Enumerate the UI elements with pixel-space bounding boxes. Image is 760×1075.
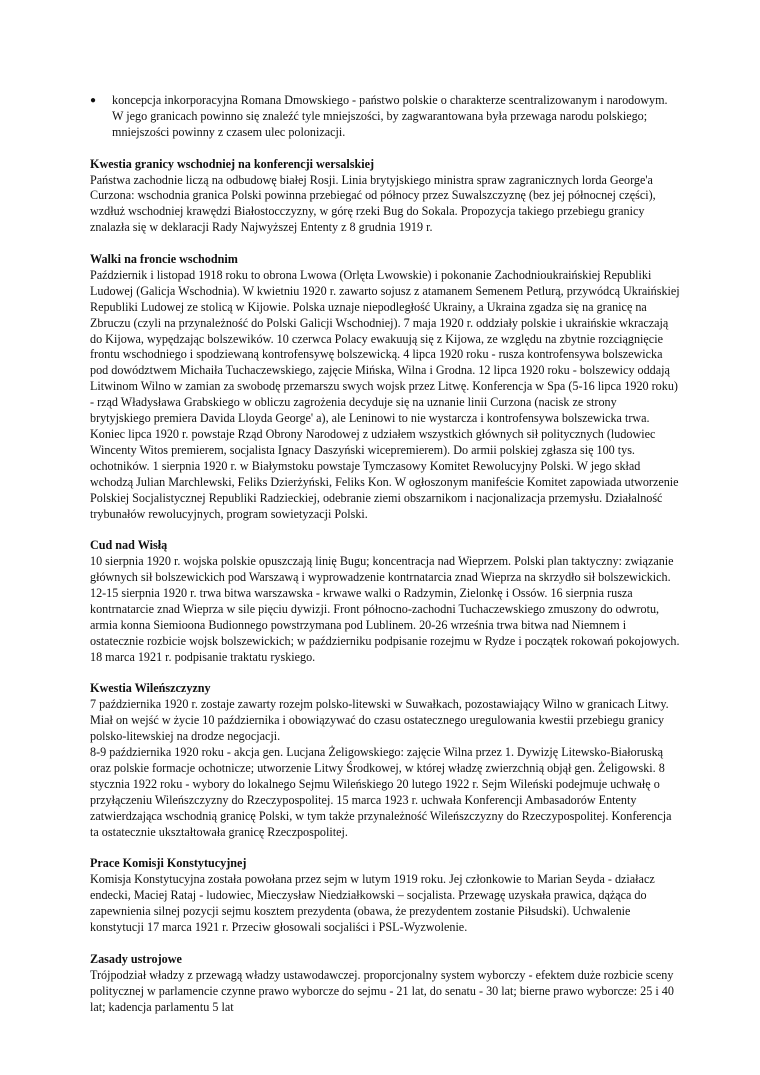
intro-bullet-text: koncepcja inkorporacyjna Romana Dmowskiego - państwo polskie o charakterze scentralizowanym i narodowym. W jego granicach powinno się znaleźć tyle mniejszości, by zagwarantowana była przewaga narodu polskiego; mniejszości powinny z czasem ulec polonizacji. <box>112 93 668 139</box>
section-title: Zasady ustrojowe <box>90 951 182 966</box>
section-body: 7 października 1920 r. zostaje zawarty rozejm polsko-litewski w Suwałkach, pozostawiający Wilno w granicach Litwy. Miał on wejść w życie 10 października i obowiązywać do czasu ostatecznego uregulowania kwestii przebiegu granicy polsko-litewskiej na drodze negocjacji. 8-9 października 1920 roku - akcja gen. Lucjana Żeligowskiego: zajęcie Wilna przez 1. Dywizję Litewsko-Białoruską oraz polskie formacje ochotnicze; utworzenie Litwy Środkowej, w której władzę zwierzchnią objął gen. Żeligowski. 8 stycznia 1922 roku - wybory do lokalnego Sejmu Wileńskiego 20 lutego 1922 r. Sejm Wileński podejmuje uchwałę o przyłączeniu Wileńszczyzny do Rzeczypospolitej. 15 marca 1923 r. uchwała Konferencji Ambasadorów Ententy zatwierdzająca wschodnią granicę Polski, w tym także przynależność Wileńszczyzny do Rzeczypospolitej. Konferencja ta ostatecznie ukształtowała granicę Rzeczpospolitej. <box>90 697 672 839</box>
intro-bullet-item <box>90 93 680 141</box>
section-eastern-border <box>90 157 680 237</box>
section-vilnius-question <box>90 681 680 840</box>
bullet-icon: ● <box>90 95 97 106</box>
section-system-principles <box>90 952 680 1016</box>
section-body: 10 sierpnia 1920 r. wojska polskie opuszczają linię Bugu; koncentracja nad Wieprzem. Polski plan taktyczny: związanie głównych sił bolszewickich pod Warszawą i wyprowadzenie kontrnatarcia znad Wieprza na skrzydło sił bolszewickich. 12-15 sierpnia 1920 r. trwa bitwa warszawska - krwawe walki o Radzymin, Zielonkę i Ossów. 16 sierpnia rusza kontrnatarcie znad Wieprza w sile pięciu dywizji. Front północno-zachodni Tuchaczewskiego zmuszony do odwrotu, armia konna Siemioona Budionnego powstrzymana pod Lublinem. 20-26 września trwa bitwa nad Niemnem i ostatecznie rozbicie wojsk bolszewickich; w październiku podpisanie rozejmu w Rydze i początek rokowań pokojowych. 18 marca 1921 r. podpisanie traktatu ryskiego. <box>90 554 680 664</box>
section-title: Kwestia granicy wschodniej na konferencji wersalskiej <box>90 156 375 171</box>
section-title: Kwestia Wileńszczyzny <box>90 681 211 696</box>
section-title: Prace Komisji Konstytucyjnej <box>90 856 247 871</box>
section-title: Walki na froncie wschodnim <box>90 252 238 267</box>
section-body: Trójpodział władzy z przewagą władzy ustawodawczej. proporcjonalny system wyborczy - efektem duże rozbicie sceny politycznej w parlamencie czynne prawo wyborcze do sejmu - 21 lat, do senatu - 30 lat; bierne prawo wyborcze: 25 i 40 lat; kadencja parlamentu 5 lat <box>90 967 674 1014</box>
section-body: Komisja Konstytucyjna została powołana przez sejm w lutym 1919 roku. Jej członkowie to Marian Seyda - działacz endecki, Maciej Rataj - ludowiec, Mieczysław Niedziałkowski – socjalista. Przewagę uzyskała prawica, dążąca do zapewnienia silnej pozycji sejmu kosztem prezydenta (obawa, że prezydentem zostanie Piłsudski). Uchwalenie konstytucji 17 marca 1921 r. Przeciw głosowali socjaliści i PSL-Wyzwolenie. <box>90 872 655 935</box>
section-body: Państwa zachodnie liczą na odbudowę białej Rosji. Linia brytyjskiego ministra spraw zagranicznych lorda George'a Curzona: wschodnia granica Polski powinna przebiegać od północy przez Suwalszczyznę (bez jej północnej części), wzdłuż wschodniej krawędzi Białostocczyzny, w górę rzeki Bug do Sokala. Propozycja takiego przebiegu granicy znalazła się w deklaracji Rady Najwyższej Ententy z 8 grudnia 1919 r. <box>90 172 656 235</box>
section-body: Październik i listopad 1918 roku to obrona Lwowa (Orlęta Lwowskie) i pokonanie Zachodnioukraińskiej Republiki Ludowej (Galicja Wschodnia). W kwietniu 1920 r. zawarto sojusz z atamanem Semenem Petlurą, przywódcą Ukraińskiej Republiki Ludowej ze stolicą w Kijowie. Polska uznaje niepodległość Ukrainy, a Ukraina zgadza się na granicę na Zbruczu (czyli na przynależność do Polski Galicji Wschodniej). 7 maja 1920 r. oddziały polskie i ukraińskie wkraczają do Kijowa, wypędzając bolszewików. 10 czerwca Polacy ewakuują się z Kijowa, ze względu na zbytnie rozciągnięcie frontu wschodniego i spodziewaną kontrofensywę bolszewicką. 4 lipca 1920 roku - rusza kontrofensywa bolszewicka pod dowództwem Michaiła Tuchaczewskiego, zajęcie Mińska, Wilna i Grodna. 12 lipca 1920 roku - bolszewicy oddają Litwinom Wilno w zamian za swobodę przemarszu swych wojsk przez Litwę. Konferencja w Spa (5-16 lipca 1920 roku) - rząd Władysława Grabskiego w obliczu zagrożenia decyduje się na uznanie linii Curzona (nacisk ze strony brytyjskiego premiera Davida Lloyda George' a), ale Leninowi to nie wystarcza i kontrofensywa bolszewicka trwa. Koniec lipca 1920 r. powstaje Rząd Obrony Narodowej z udziałem wszystkich głównych sił politycznych (ludowiec Wincenty Witos premierem, socjalista Ignacy Daszyński wicepremierem). Do armii polskiej zgłasza się 100 tys. ochotników. 1 sierpnia 1920 r. w Białymstoku powstaje Tymczasowy Komitet Rewolucyjny Polski. W jego skład wchodzą Julian Marchlewski, Feliks Dzierżyński, Feliks Kon. W ogłoszonym manifeście Komitet zapowiada utworzenie Polskiej Socjalistycznej Republiki Radzieckiej, odebranie ziemi obszarnikom i nacjonalizacja przemysłu. Działalność trybunałów rewolucyjnych, program sowietyzacji Polski. <box>90 267 680 521</box>
section-eastern-front <box>90 252 680 522</box>
document-page <box>90 93 680 1015</box>
section-constitutional-commission <box>90 856 680 936</box>
section-title: Cud nad Wisłą <box>90 538 168 553</box>
section-miracle-vistula <box>90 538 680 665</box>
